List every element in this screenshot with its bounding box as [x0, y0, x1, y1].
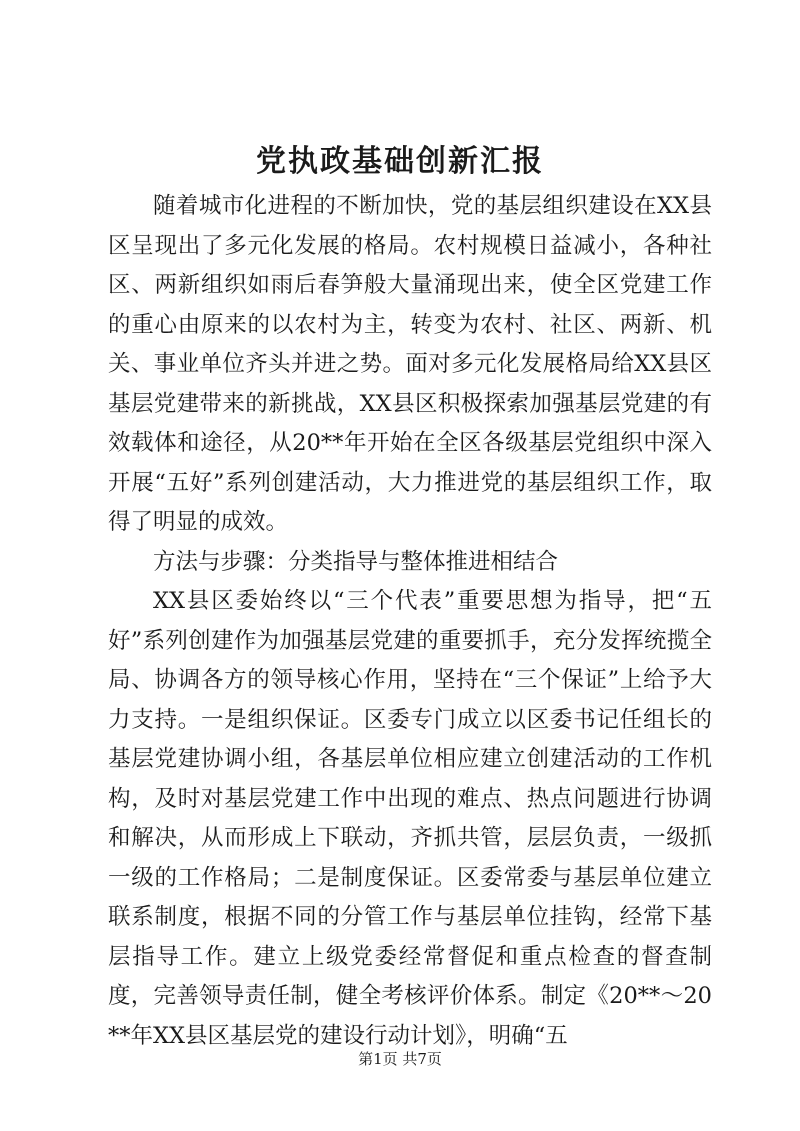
document-title: 党执政基础创新汇报	[256, 144, 544, 179]
paragraph-method-heading: 方法与步骤：分类指导与整体推进相结合	[153, 548, 559, 575]
document-body	[108, 187, 712, 1056]
page-footer: 第1页 共7页	[358, 1050, 442, 1068]
paragraph-intro: 随着城市化进程的不断加快，党的基层组织建设在XX县区呈现出了多元化发展的格局。农村规模日益减小，各种社区、两新组织如雨后春笋般大量涌现出来，使全区党建工作的重心由原来的以农村为主，转变为农村、社区、两新、机关、事业单位齐头并进之势。面对多元化发展格局给XX县区基层党建带来的新挑战，XX县区积极探索加强基层党建的有效载体和途径，从20**年开始在全区各级基层党组织中深入开展“五好”系列创建活动，大力推进党的基层组织工作，取得了明显的成效。	[108, 193, 712, 535]
paragraph-guarantees: XX县区委始终以“三个代表”重要思想为指导，把“五好”系列创建作为加强基层党建的重要抓手，充分发挥统揽全局、协调各方的领导核心作用，坚持在“三个保证”上给予大力支持。一是组织保证。区委专门成立以区委书记任组长的基层党建协调小组，各基层单位相应建立创建活动的工作机构，及时对基层党建工作中出现的难点、热点问题进行协调和解决，从而形成上下联动，齐抓共管，层层负责，一级抓一级的工作格局；二是制度保证。区委常委与基层单位建立联系制度，根据不同的分管工作与基层单位挂钩，经常下基层指导工作。建立上级党委经常督促和重点检查的督查制度，完善领导责任制，健全考核评价体系。制定《20**～20**年XX县区基层党的建设行动计划》，明确“五	[108, 588, 712, 1049]
